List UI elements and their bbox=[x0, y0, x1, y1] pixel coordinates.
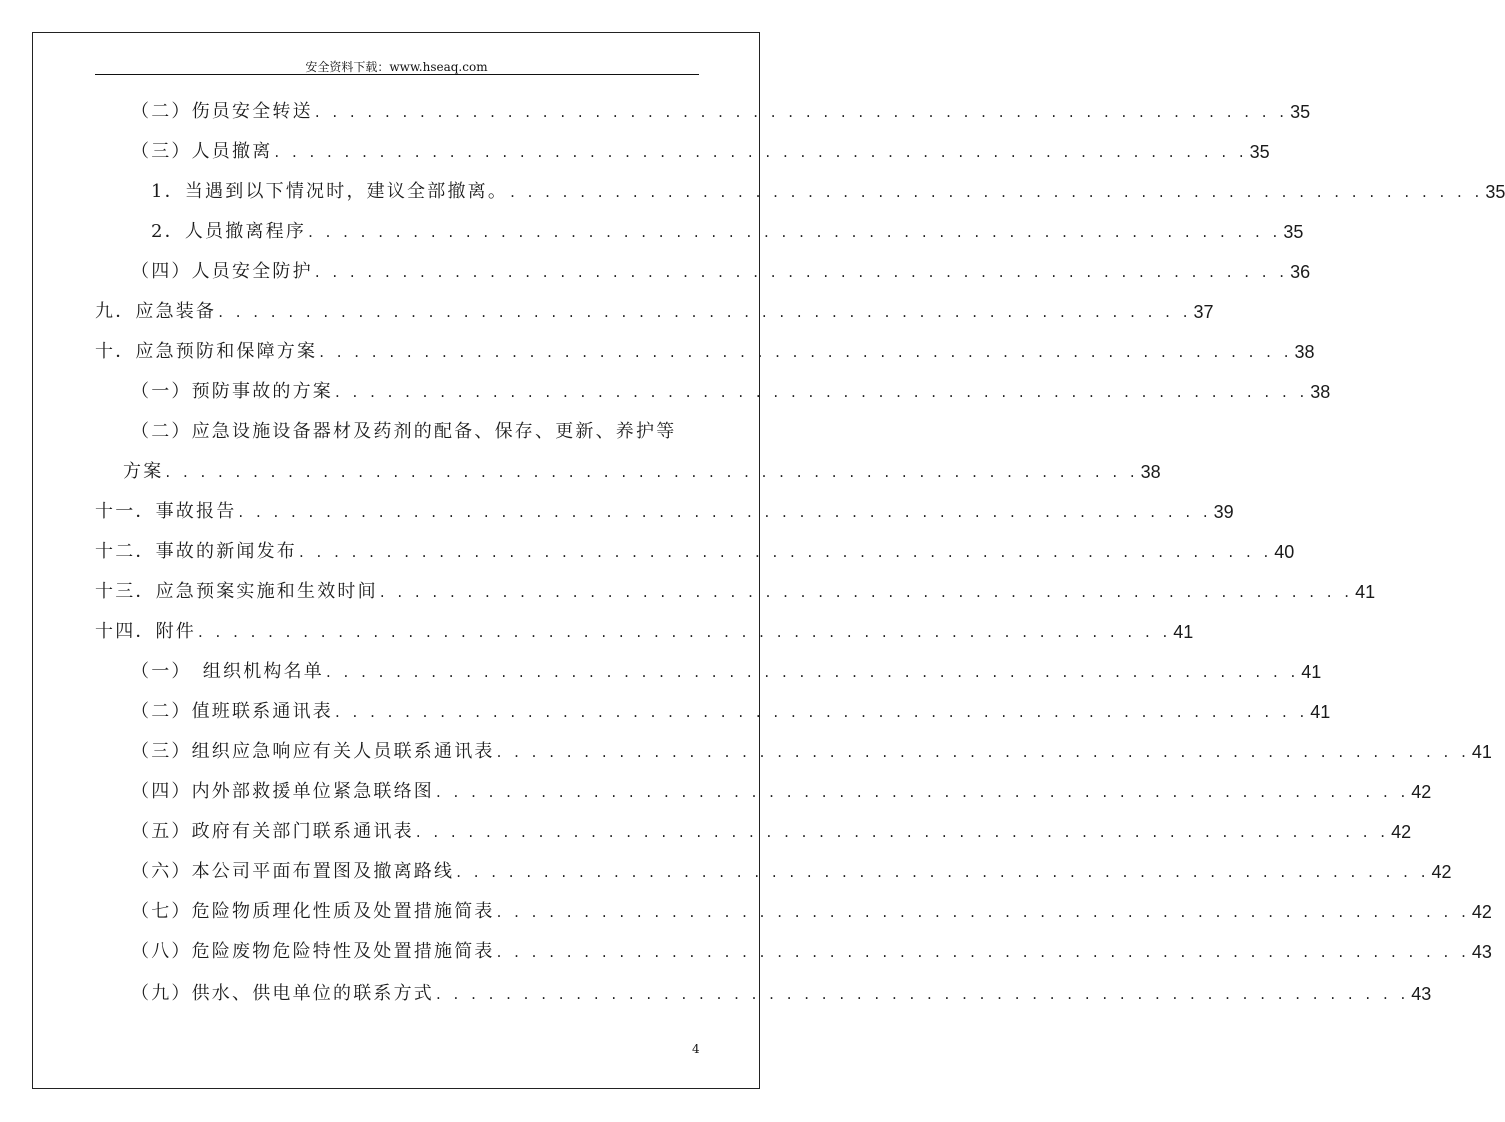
toc-entry[interactable] bbox=[131, 93, 1311, 123]
toc-entry-label: （七）危险物质理化性质及处置措施简表 bbox=[131, 901, 495, 922]
toc-leader-dots: . . . . . . . . . . . . . . . . . . . . . . . . . . . . . . . . . . . . . . . . . . . . . . . . . . . . . . . . bbox=[299, 543, 1273, 561]
toc-entry-page: 42 bbox=[1391, 822, 1412, 842]
page-number: 4 bbox=[692, 1042, 700, 1056]
toc-entry-page: 35 bbox=[1485, 182, 1505, 202]
toc-entry-page: 35 bbox=[1290, 102, 1311, 122]
toc-entry-label: 十三．应急预案实施和生效时间 bbox=[95, 581, 378, 602]
toc-entry-page: 41 bbox=[1310, 702, 1331, 722]
toc-entry-label: （二）值班联系通讯表 bbox=[131, 701, 333, 722]
toc-entry-page: 35 bbox=[1249, 142, 1270, 162]
toc-leader-dots: . . . . . . . . . . . . . . . . . . . . . . . . . . . . . . . . . . . . . . . . . . . . . . . . . . . . . . . . bbox=[238, 503, 1212, 521]
toc-leader-dots: . . . . . . . . . . . . . . . . . . . . . . . . . . . . . . . . . . . . . . . . . . . . . . . . . . . . . . . . bbox=[456, 863, 1430, 881]
toc-entry-label: （一） 组织机构名单 bbox=[131, 661, 324, 682]
toc-leader-dots: . . . . . . . . . . . . . . . . . . . . . . . . . . . . . . . . . . . . . . . . . . . . . . . . . . . . . . . . bbox=[308, 223, 1282, 241]
header-rule bbox=[95, 74, 699, 75]
toc-leader-dots: . . . . . . . . . . . . . . . . . . . . . . . . . . . . . . . . . . . . . . . . . . . . . . . . . . . . . . . . bbox=[379, 583, 1354, 601]
toc-entry[interactable] bbox=[123, 453, 1161, 483]
toc-entry-first-line[interactable] bbox=[131, 413, 698, 443]
toc-entry-label: （四）内外部救援单位紧急联络图 bbox=[131, 781, 434, 802]
toc-entry-label: （五）政府有关部门联系通讯表 bbox=[131, 821, 414, 842]
toc-entry-label: 1．当遇到以下情况时，建议全部撤离。 bbox=[151, 181, 509, 202]
toc-entry-page: 41 bbox=[1301, 662, 1322, 682]
toc-entry-page: 41 bbox=[1355, 582, 1376, 602]
toc-leader-dots: . . . . . . . . . . . . . . . . . . . . . . . . . . . . . . . . . . . . . . . . . . . . . . . . . . . . . . . . bbox=[436, 985, 1410, 1003]
toc-entry-label: 方案 bbox=[123, 461, 164, 482]
toc-entry[interactable] bbox=[151, 213, 1304, 243]
toc-entry[interactable] bbox=[131, 933, 1492, 963]
toc-entry-label: 2．人员撤离程序 bbox=[151, 221, 307, 242]
page-header: 安全资料下载：www.hseaq.com bbox=[305, 60, 488, 74]
toc-leader-dots: . . . . . . . . . . . . . . . . . . . . . . . . . . . . . . . . . . . . . . . . . . . . . . . . . . . . . . . . bbox=[165, 463, 1139, 481]
toc-entry-page: 42 bbox=[1471, 902, 1492, 922]
toc-entry[interactable] bbox=[131, 893, 1492, 923]
toc-entry-page: 39 bbox=[1213, 502, 1234, 522]
toc-leader-dots: . . . . . . . . . . . . . . . . . . . . . . . . . . . . . . . . . . . . . . . . . . . . . . . . . . . . . . . . bbox=[510, 183, 1484, 201]
toc-entry-label: （八）危险废物危险特性及处置措施简表 bbox=[131, 941, 495, 962]
toc-entry-page: 43 bbox=[1471, 942, 1492, 962]
toc-leader-dots: . . . . . . . . . . . . . . . . . . . . . . . . . . . . . . . . . . . . . . . . . . . . . . . . . . . . . . . . bbox=[326, 663, 1300, 681]
toc-entry[interactable] bbox=[131, 853, 1452, 883]
toc-entry[interactable] bbox=[95, 613, 1194, 643]
toc-entry-page: 40 bbox=[1274, 542, 1295, 562]
toc-entry[interactable] bbox=[131, 133, 1270, 163]
toc-entry-page: 35 bbox=[1283, 222, 1304, 242]
toc-leader-dots: . . . . . . . . . . . . . . . . . . . . . . . . . . . . . . . . . . . . . . . . . . . . . . . . . . . . . . . . bbox=[335, 703, 1309, 721]
toc-leader-dots: . . . . . . . . . . . . . . . . . . . . . . . . . . . . . . . . . . . . . . . . . . . . . . . . . . . . . . . . bbox=[496, 903, 1470, 921]
toc-leader-dots: . . . . . . . . . . . . . . . . . . . . . . . . . . . . . . . . . . . . . . . . . . . . . . . . . . . . . . . . bbox=[218, 303, 1192, 321]
toc-entry[interactable] bbox=[95, 493, 1234, 523]
toc-entry[interactable] bbox=[131, 773, 1432, 803]
toc-entry-label: 十四．附件 bbox=[95, 621, 196, 642]
toc-leader-dots: . . . . . . . . . . . . . . . . . . . . . . . . . . . . . . . . . . . . . . . . . . . . . . . . . . . . . . . . bbox=[319, 343, 1293, 361]
toc-entry-label: 十一．事故报告 bbox=[95, 501, 237, 522]
toc-entry[interactable] bbox=[131, 975, 1432, 1005]
toc-entry-label: （四）人员安全防护 bbox=[131, 261, 313, 282]
toc-entry-label: 十二．事故的新闻发布 bbox=[95, 541, 297, 562]
toc-leader-dots: . . . . . . . . . . . . . . . . . . . . . . . . . . . . . . . . . . . . . . . . . . . . . . . . . . . . . . . . bbox=[496, 943, 1470, 961]
toc-entry-label: （三）人员撤离 bbox=[131, 141, 273, 162]
toc-entry-label: （六）本公司平面布置图及撤离路线 bbox=[131, 861, 455, 882]
toc-entry[interactable] bbox=[131, 813, 1412, 843]
toc-entry[interactable] bbox=[131, 733, 1492, 763]
toc-entry[interactable] bbox=[131, 653, 1322, 683]
toc-entry[interactable] bbox=[131, 253, 1311, 283]
toc-entry-label: （二）伤员安全转送 bbox=[131, 101, 313, 122]
toc-entry[interactable] bbox=[95, 333, 1315, 363]
toc-entry-page: 41 bbox=[1173, 622, 1194, 642]
toc-entry-page: 37 bbox=[1193, 302, 1214, 322]
toc-entry-label: （九）供水、供电单位的联系方式 bbox=[131, 983, 434, 1004]
toc-leader-dots: . . . . . . . . . . . . . . . . . . . . . . . . . . . . . . . . . . . . . . . . . . . . . . . . . . . . . . . . bbox=[496, 743, 1470, 761]
toc-entry-page: 42 bbox=[1431, 862, 1452, 882]
toc-entry[interactable] bbox=[95, 293, 1214, 323]
toc-entry-label: （三）组织应急响应有关人员联系通讯表 bbox=[131, 741, 495, 762]
toc-entry-label: 十．应急预防和保障方案 bbox=[95, 341, 318, 362]
toc-entry[interactable] bbox=[131, 373, 1331, 403]
toc-entry-label: （二）应急设施设备器材及药剂的配备、保存、更新、养护等 bbox=[131, 421, 677, 442]
toc-entry[interactable] bbox=[95, 533, 1295, 563]
toc-entry-label: 九．应急装备 bbox=[95, 301, 217, 322]
toc-leader-dots: . . . . . . . . . . . . . . . . . . . . . . . . . . . . . . . . . . . . . . . . . . . . . . . . . . . . . . . . bbox=[198, 623, 1172, 641]
toc-entry[interactable] bbox=[95, 573, 1376, 603]
toc-entry-page: 41 bbox=[1471, 742, 1492, 762]
toc-leader-dots: . . . . . . . . . . . . . . . . . . . . . . . . . . . . . . . . . . . . . . . . . . . . . . . . . . . . . . . . bbox=[335, 383, 1309, 401]
toc-leader-dots: . . . . . . . . . . . . . . . . . . . . . . . . . . . . . . . . . . . . . . . . . . . . . . . . . . . . . . . . bbox=[415, 823, 1390, 841]
toc-entry[interactable] bbox=[131, 693, 1331, 723]
toc-entry[interactable] bbox=[151, 173, 1505, 203]
toc-entry-label: （一）预防事故的方案 bbox=[131, 381, 333, 402]
toc-entry-page: 43 bbox=[1411, 984, 1432, 1004]
toc-leader-dots: . . . . . . . . . . . . . . . . . . . . . . . . . . . . . . . . . . . . . . . . . . . . . . . . . . . . . . . . bbox=[314, 103, 1289, 121]
toc-leader-dots: . . . . . . . . . . . . . . . . . . . . . . . . . . . . . . . . . . . . . . . . . . . . . . . . . . . . . . . . bbox=[274, 143, 1248, 161]
toc-entry-page: 36 bbox=[1290, 262, 1311, 282]
toc-entry-page: 38 bbox=[1310, 382, 1331, 402]
toc-entry-page: 38 bbox=[1294, 342, 1315, 362]
toc-leader-dots: . . . . . . . . . . . . . . . . . . . . . . . . . . . . . . . . . . . . . . . . . . . . . . . . . . . . . . . . bbox=[314, 263, 1289, 281]
toc-entry-page: 38 bbox=[1140, 462, 1161, 482]
toc-leader-dots: . . . . . . . . . . . . . . . . . . . . . . . . . . . . . . . . . . . . . . . . . . . . . . . . . . . . . . . . bbox=[436, 783, 1410, 801]
toc-entry-page: 42 bbox=[1411, 782, 1432, 802]
